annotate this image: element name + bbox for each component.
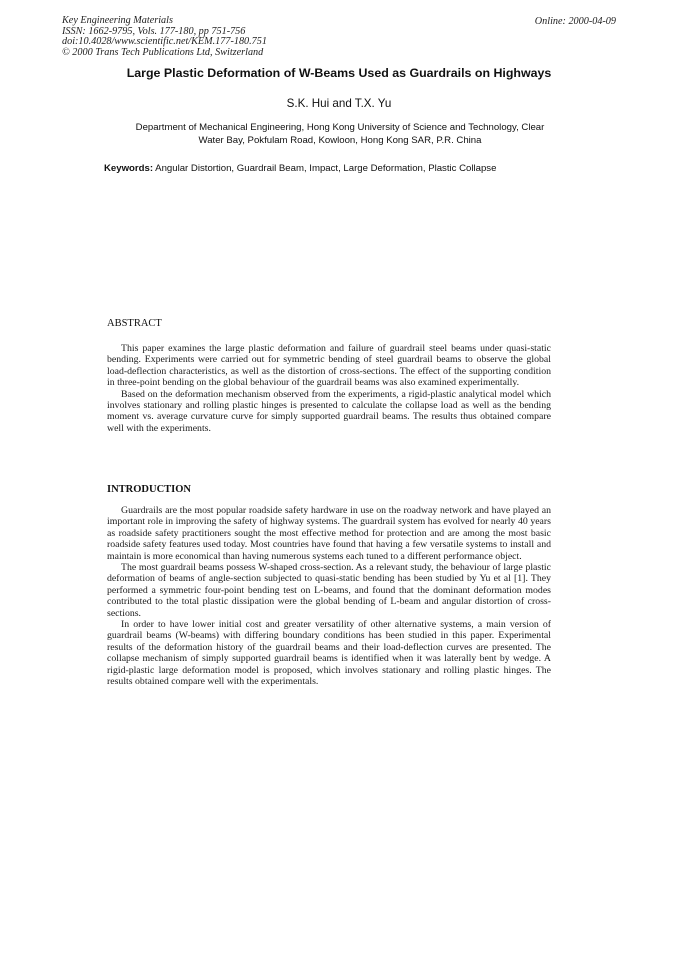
paper-title: Large Plastic Deformation of W-Beams Used as Guardrails on Highways [126,66,552,80]
abstract-paragraph: This paper examines the large plastic deformation and failure of guardrail steel beams under quasi-static bending. Experiments were carried out for symmetric bending of steel guardrail beams to observe the global load-deflection characteristics, as well as the distortion of cross-sections. The effect of the supporting condition in three-point bending on the global behaviour of the guardrail beams was also examined experimentally. [107,343,551,389]
keywords [104,163,574,174]
affiliation-line-2: Water Bay, Pokfulam Road, Kowloon, Hong Kong SAR, P.R. China [198,135,482,146]
keywords-label: Keywords: [104,163,154,174]
copyright-line: © 2000 Trans Tech Publications Ltd, Switzerland [62,46,264,58]
introduction-paragraph: The most guardrail beams possess W-shaped cross-section. As a relevant study, the behaviour of large plastic deformation of beams of angle-section subjected to quasi-static bending has been studied by Yu et al [1]. They performed a symmetric four-point bending test on L-beams, and found that the dominant deformation modes contributed to the total plastic dissipation were the global bending of L-beam and angular distortion of cross-sections. [107,562,551,619]
issn-line: ISSN: 1662-9795, Vols. 177-180, pp 751-756 [62,25,246,37]
authors: S.K. Hui and T.X. Yu [286,97,392,110]
introduction-paragraph: Guardrails are the most popular roadside safety hardware in use on the roadway network and have played an important role in improving the safety of highway systems. The guardrail system has evolved for nearly 40 years as roadside safety practitioners sought the most effective method for protection and are among the most basic roadside safety features used today. Most countries have found that having a few versatile systems to install and maintain is more economical than having numerous systems each tuned to a different performance object. [107,505,551,562]
online-date: Online: 2000-04-09 [534,16,616,27]
abstract-body [107,343,551,434]
introduction-paragraph: In order to have lower initial cost and greater versatility of other alternative systems, a main version of guardrail beams (W-beams) with differing boundary conditions has been studied in this paper. Experimental results of the deformation history of the guardrail beams and their load-deflection curves are presented. The collapse mechanism of simply supported guardrail beams is identified when it was laterally bent by wedge. A rigid-plastic large deformation model is proposed, which involves stationary and rolling plastic hinges. The results obtained compare well with the experimentals. [107,619,551,688]
introduction-body [107,505,551,688]
introduction-heading: INTRODUCTION [107,484,192,495]
journal-name: Key Engineering Materials [62,15,173,26]
affiliation [100,121,580,147]
abstract-heading: ABSTRACT [107,318,162,329]
keywords-list: Angular Distortion, Guardrail Beam, Impact, Large Deformation, Plastic Collapse [153,163,497,174]
doi-line: doi:10.4028/www.scientific.net/KEM.177-180.751 [62,36,267,48]
journal-header [62,16,267,58]
abstract-paragraph: Based on the deformation mechanism observed from the experiments, a rigid-plastic analytical model which involves stationary and rolling plastic hinges is presented to calculate the collapse load as well as the bending moment vs. average curvature curve for simply supported guardrail beams. The results thus obtained compare well with the experiments. [107,388,551,434]
affiliation-line-1: Department of Mechanical Engineering, Hong Kong University of Science and Technology, Clear [135,122,545,133]
